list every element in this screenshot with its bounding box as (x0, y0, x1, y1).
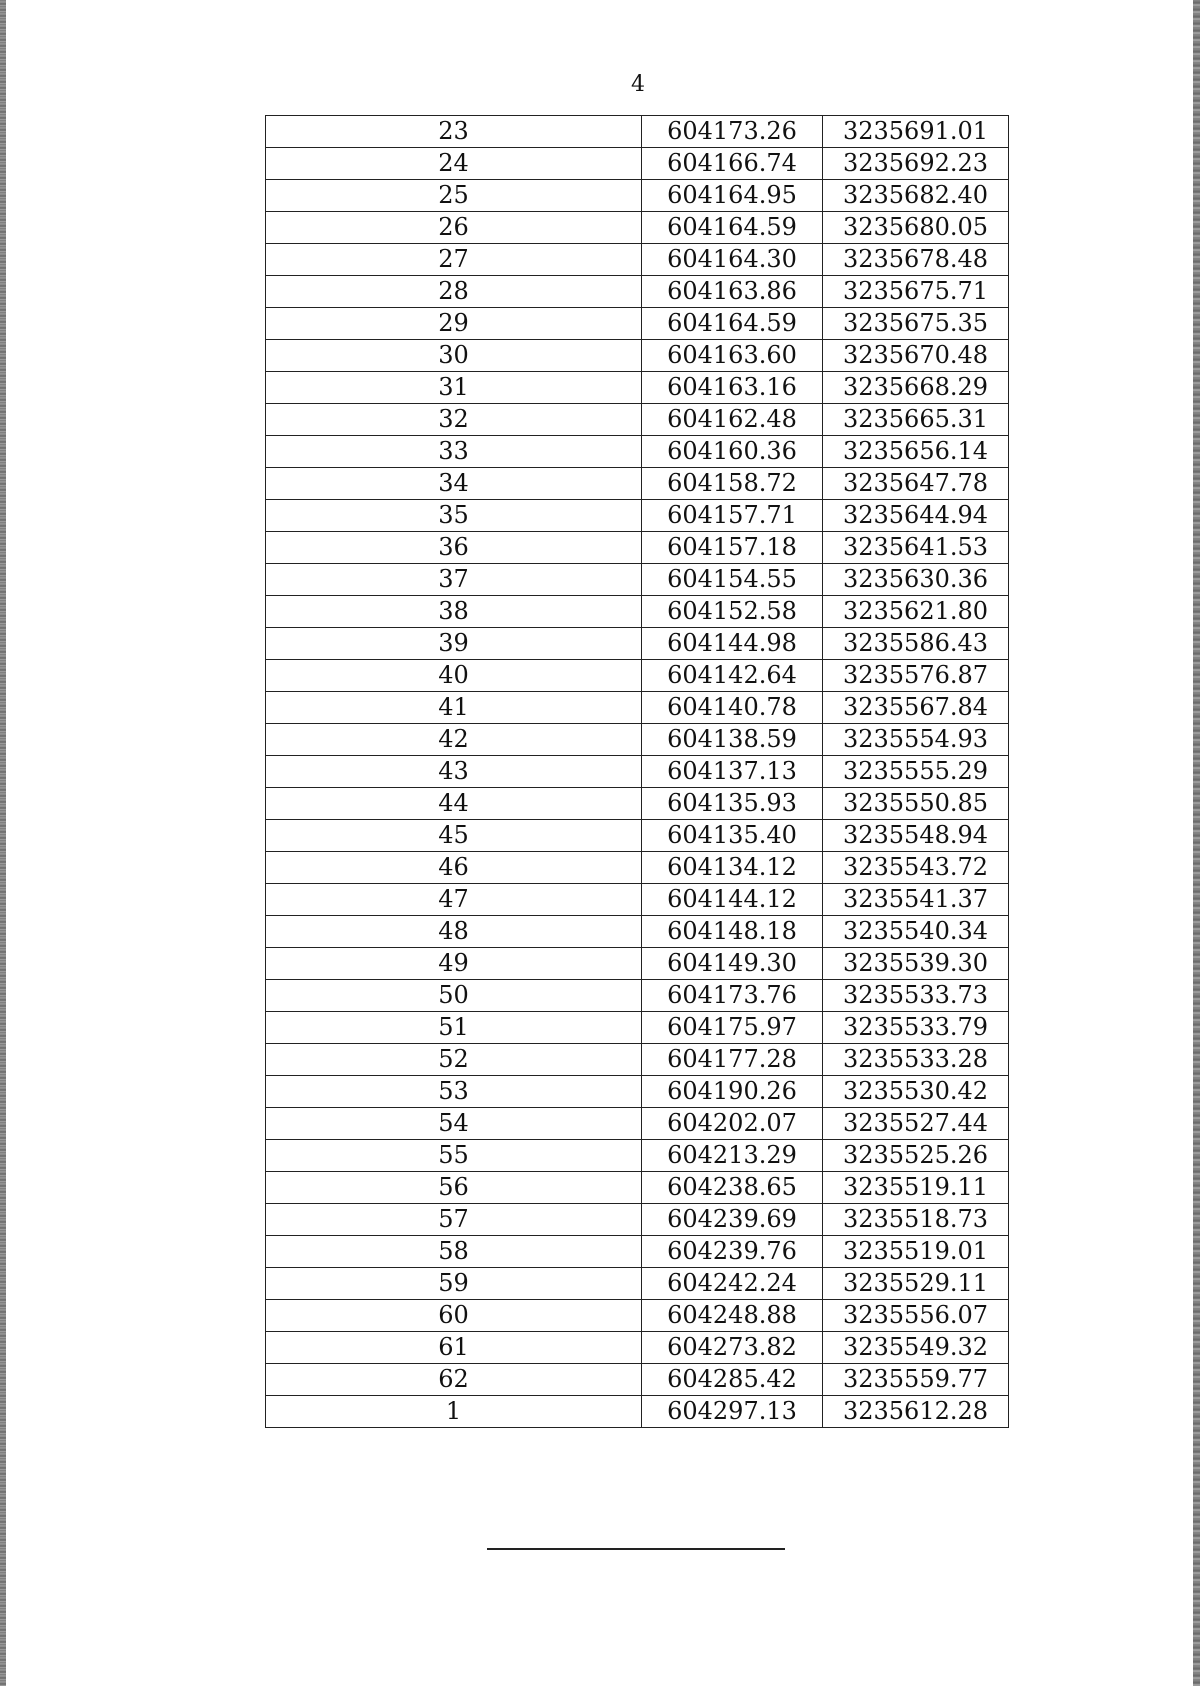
y-coordinate-cell: 3235621.80 (823, 596, 1009, 628)
point-number-cell: 26 (266, 212, 642, 244)
scan-edge-left (0, 0, 6, 1686)
y-coordinate-cell: 3235668.29 (823, 372, 1009, 404)
x-coordinate-cell: 604163.16 (642, 372, 823, 404)
x-coordinate-cell: 604213.29 (642, 1140, 823, 1172)
table-row (266, 436, 1009, 468)
table-row (266, 148, 1009, 180)
x-coordinate-cell: 604285.42 (642, 1364, 823, 1396)
table-row (266, 180, 1009, 212)
y-coordinate-cell: 3235529.11 (823, 1268, 1009, 1300)
point-number-cell: 28 (266, 276, 642, 308)
y-coordinate-cell: 3235550.85 (823, 788, 1009, 820)
y-coordinate-cell: 3235567.84 (823, 692, 1009, 724)
point-number-cell: 31 (266, 372, 642, 404)
point-number-cell: 48 (266, 916, 642, 948)
x-coordinate-cell: 604273.82 (642, 1332, 823, 1364)
point-number-cell: 25 (266, 180, 642, 212)
x-coordinate-cell: 604175.97 (642, 1012, 823, 1044)
x-coordinate-cell: 604144.98 (642, 628, 823, 660)
x-coordinate-cell: 604160.36 (642, 436, 823, 468)
x-coordinate-cell: 604149.30 (642, 948, 823, 980)
y-coordinate-cell: 3235556.07 (823, 1300, 1009, 1332)
table-row (266, 340, 1009, 372)
y-coordinate-cell: 3235644.94 (823, 500, 1009, 532)
coordinate-table-body (266, 116, 1009, 1428)
x-coordinate-cell: 604138.59 (642, 724, 823, 756)
y-coordinate-cell: 3235641.53 (823, 532, 1009, 564)
y-coordinate-cell: 3235530.42 (823, 1076, 1009, 1108)
table-row (266, 852, 1009, 884)
table-row (266, 980, 1009, 1012)
x-coordinate-cell: 604144.12 (642, 884, 823, 916)
point-number-cell: 51 (266, 1012, 642, 1044)
point-number-cell: 32 (266, 404, 642, 436)
point-number-cell: 43 (266, 756, 642, 788)
y-coordinate-cell: 3235541.37 (823, 884, 1009, 916)
x-coordinate-cell: 604202.07 (642, 1108, 823, 1140)
x-coordinate-cell: 604177.28 (642, 1044, 823, 1076)
y-coordinate-cell: 3235543.72 (823, 852, 1009, 884)
x-coordinate-cell: 604164.59 (642, 308, 823, 340)
y-coordinate-cell: 3235656.14 (823, 436, 1009, 468)
point-number-cell: 23 (266, 116, 642, 148)
page-number: 4 (631, 72, 645, 97)
table-row (266, 1300, 1009, 1332)
x-coordinate-cell: 604137.13 (642, 756, 823, 788)
table-row (266, 916, 1009, 948)
table-row (266, 500, 1009, 532)
table-row (266, 1236, 1009, 1268)
table-row (266, 1140, 1009, 1172)
point-number-cell: 60 (266, 1300, 642, 1332)
y-coordinate-cell: 3235555.29 (823, 756, 1009, 788)
y-coordinate-cell: 3235554.93 (823, 724, 1009, 756)
point-number-cell: 1 (266, 1396, 642, 1428)
table-row (266, 532, 1009, 564)
y-coordinate-cell: 3235533.73 (823, 980, 1009, 1012)
table-row (266, 1108, 1009, 1140)
y-coordinate-cell: 3235691.01 (823, 116, 1009, 148)
table-row (266, 116, 1009, 148)
x-coordinate-cell: 604135.40 (642, 820, 823, 852)
point-number-cell: 58 (266, 1236, 642, 1268)
y-coordinate-cell: 3235539.30 (823, 948, 1009, 980)
x-coordinate-cell: 604164.30 (642, 244, 823, 276)
y-coordinate-cell: 3235559.77 (823, 1364, 1009, 1396)
table-row (266, 948, 1009, 980)
x-coordinate-cell: 604148.18 (642, 916, 823, 948)
table-row (266, 244, 1009, 276)
table-row (266, 756, 1009, 788)
x-coordinate-cell: 604163.60 (642, 340, 823, 372)
x-coordinate-cell: 604163.86 (642, 276, 823, 308)
x-coordinate-cell: 604242.24 (642, 1268, 823, 1300)
x-coordinate-cell: 604248.88 (642, 1300, 823, 1332)
table-row (266, 1204, 1009, 1236)
y-coordinate-cell: 3235665.31 (823, 404, 1009, 436)
y-coordinate-cell: 3235519.11 (823, 1172, 1009, 1204)
point-number-cell: 49 (266, 948, 642, 980)
point-number-cell: 50 (266, 980, 642, 1012)
y-coordinate-cell: 3235670.48 (823, 340, 1009, 372)
x-coordinate-cell: 604140.78 (642, 692, 823, 724)
x-coordinate-cell: 604152.58 (642, 596, 823, 628)
x-coordinate-cell: 604239.69 (642, 1204, 823, 1236)
x-coordinate-cell: 604158.72 (642, 468, 823, 500)
table-row (266, 692, 1009, 724)
point-number-cell: 61 (266, 1332, 642, 1364)
table-row (266, 404, 1009, 436)
point-number-cell: 34 (266, 468, 642, 500)
x-coordinate-cell: 604166.74 (642, 148, 823, 180)
table-row (266, 372, 1009, 404)
table-row (266, 596, 1009, 628)
point-number-cell: 36 (266, 532, 642, 564)
point-number-cell: 54 (266, 1108, 642, 1140)
scan-edge-right (1193, 0, 1200, 1686)
x-coordinate-cell: 604134.12 (642, 852, 823, 884)
y-coordinate-cell: 3235678.48 (823, 244, 1009, 276)
point-number-cell: 47 (266, 884, 642, 916)
y-coordinate-cell: 3235647.78 (823, 468, 1009, 500)
point-number-cell: 62 (266, 1364, 642, 1396)
y-coordinate-cell: 3235518.73 (823, 1204, 1009, 1236)
x-coordinate-cell: 604173.76 (642, 980, 823, 1012)
point-number-cell: 59 (266, 1268, 642, 1300)
coordinate-table (265, 115, 1009, 1428)
x-coordinate-cell: 604190.26 (642, 1076, 823, 1108)
y-coordinate-cell: 3235586.43 (823, 628, 1009, 660)
y-coordinate-cell: 3235533.79 (823, 1012, 1009, 1044)
point-number-cell: 24 (266, 148, 642, 180)
point-number-cell: 29 (266, 308, 642, 340)
x-coordinate-cell: 604173.26 (642, 116, 823, 148)
y-coordinate-cell: 3235576.87 (823, 660, 1009, 692)
point-number-cell: 37 (266, 564, 642, 596)
x-coordinate-cell: 604238.65 (642, 1172, 823, 1204)
table-row (266, 468, 1009, 500)
y-coordinate-cell: 3235527.44 (823, 1108, 1009, 1140)
x-coordinate-cell: 604164.95 (642, 180, 823, 212)
y-coordinate-cell: 3235682.40 (823, 180, 1009, 212)
point-number-cell: 35 (266, 500, 642, 532)
point-number-cell: 55 (266, 1140, 642, 1172)
y-coordinate-cell: 3235525.26 (823, 1140, 1009, 1172)
y-coordinate-cell: 3235630.36 (823, 564, 1009, 596)
table-row (266, 1364, 1009, 1396)
y-coordinate-cell: 3235519.01 (823, 1236, 1009, 1268)
table-row (266, 628, 1009, 660)
point-number-cell: 57 (266, 1204, 642, 1236)
y-coordinate-cell: 3235549.32 (823, 1332, 1009, 1364)
table-row (266, 1044, 1009, 1076)
y-coordinate-cell: 3235548.94 (823, 820, 1009, 852)
x-coordinate-cell: 604135.93 (642, 788, 823, 820)
table-row (266, 212, 1009, 244)
x-coordinate-cell: 604297.13 (642, 1396, 823, 1428)
point-number-cell: 42 (266, 724, 642, 756)
table-row (266, 564, 1009, 596)
table-row (266, 1012, 1009, 1044)
table-row (266, 1172, 1009, 1204)
x-coordinate-cell: 604239.76 (642, 1236, 823, 1268)
y-coordinate-cell: 3235680.05 (823, 212, 1009, 244)
x-coordinate-cell: 604154.55 (642, 564, 823, 596)
table-row (266, 276, 1009, 308)
table-row (266, 788, 1009, 820)
y-coordinate-cell: 3235612.28 (823, 1396, 1009, 1428)
point-number-cell: 45 (266, 820, 642, 852)
y-coordinate-cell: 3235675.35 (823, 308, 1009, 340)
point-number-cell: 30 (266, 340, 642, 372)
table-row (266, 820, 1009, 852)
x-coordinate-cell: 604164.59 (642, 212, 823, 244)
table-row (266, 724, 1009, 756)
table-row (266, 1268, 1009, 1300)
x-coordinate-cell: 604142.64 (642, 660, 823, 692)
point-number-cell: 52 (266, 1044, 642, 1076)
point-number-cell: 53 (266, 1076, 642, 1108)
point-number-cell: 46 (266, 852, 642, 884)
x-coordinate-cell: 604162.48 (642, 404, 823, 436)
y-coordinate-cell: 3235540.34 (823, 916, 1009, 948)
point-number-cell: 33 (266, 436, 642, 468)
end-rule (487, 1548, 785, 1550)
point-number-cell: 40 (266, 660, 642, 692)
x-coordinate-cell: 604157.18 (642, 532, 823, 564)
point-number-cell: 39 (266, 628, 642, 660)
table-row (266, 1076, 1009, 1108)
point-number-cell: 56 (266, 1172, 642, 1204)
y-coordinate-cell: 3235692.23 (823, 148, 1009, 180)
table-row (266, 660, 1009, 692)
table-row (266, 308, 1009, 340)
table-row (266, 884, 1009, 916)
y-coordinate-cell: 3235533.28 (823, 1044, 1009, 1076)
x-coordinate-cell: 604157.71 (642, 500, 823, 532)
point-number-cell: 38 (266, 596, 642, 628)
point-number-cell: 41 (266, 692, 642, 724)
table-row (266, 1332, 1009, 1364)
point-number-cell: 44 (266, 788, 642, 820)
point-number-cell: 27 (266, 244, 642, 276)
y-coordinate-cell: 3235675.71 (823, 276, 1009, 308)
table-row (266, 1396, 1009, 1428)
